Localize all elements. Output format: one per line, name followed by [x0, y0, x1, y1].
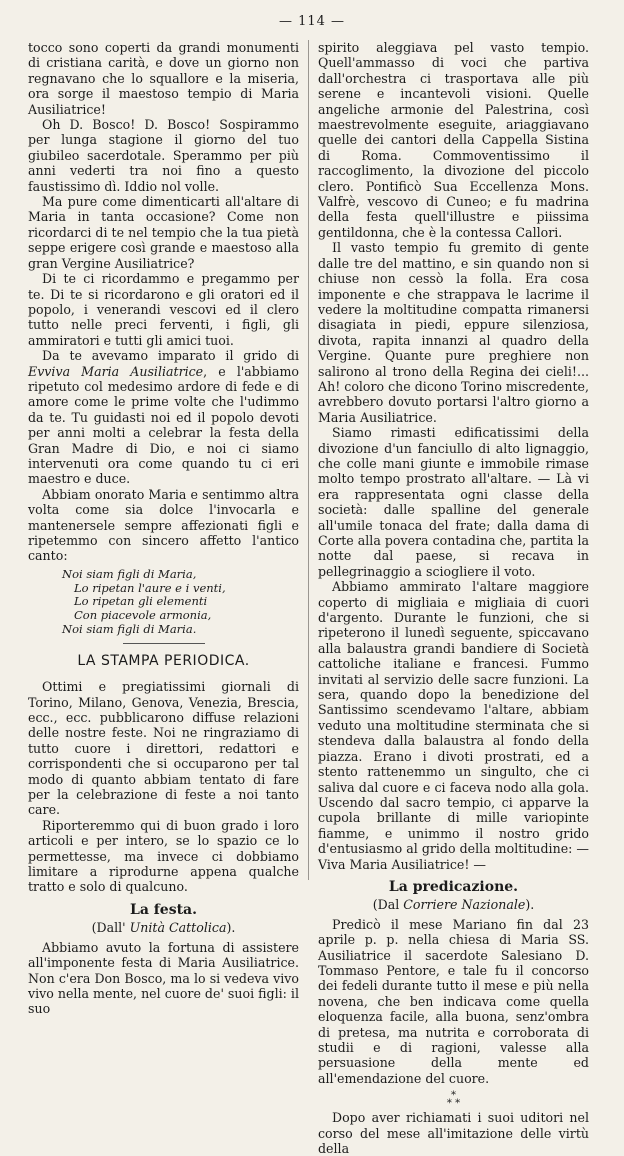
paragraph: Abbiam onorato Maria e sentimmo altra volta come sia dolce l'invocarla e mantenersele sempre affezionati figli e ripetemmo con sincero affetto l'antico canto: — [28, 486, 299, 564]
text-run: ). — [226, 920, 236, 936]
section-heading: LA STAMPA PERIODICA. — [77, 652, 250, 669]
paragraph: Oh D. Bosco! D. Bosco! Sospirammo per lunga stagione il giorno del tuo giubileo sacerdotale. Sperammo per più anni vederti tra noi fino a questo faustissimo dì. Iddio nol volle. — [28, 117, 299, 194]
left-column — [28, 40, 299, 1017]
emphasis-text: Evviva Maria Ausiliatrice — [28, 363, 204, 379]
paragraph: Abbiamo ammirato l'altare maggiore coperto di migliaia e migliaia di cuori d'argento. Durante le funzioni, che si ripeterono il lunedì seguente, spiccavano alla balaustra grandi bandiere di Società cattoliche italiane e francesi. Fummo invitati al servizio delle sacre funzioni. La sera, quando dopo la benedizione del Santissimo scendevamo l'altare, abbiam veduto una moltitudine sterminata che si stendeva dalla balaustra al fondo della piazza. Erano i divoti prostrati, ed a stento rattenemmo un singulto, che ci saliva dal cuore e ci faceva nodo alla gola. Uscendo dal sacro tempio, ci apparve la cupola brillante di mille variopinte fiamme, e unimmo il nostro grido d'entusiasmo al grido della moltitudine: — Viva Maria Ausiliatrice! — — [318, 579, 589, 872]
text-run: , e l'abbiamo ripetuto col medesimo ardore di fede e di amore come le prime volte che l'udimmo da te. Tu guidasti noi ed il popolo devoti per anni molti a celebrar la festa della Gran Madre di Dio, e noi ci siamo intervenuti ora come quando tu ci eri maestro e duce. — [28, 363, 299, 487]
asterism-bottom: * * — [446, 1098, 461, 1110]
paragraph: Ottimi e pregiatissimi giornali di Torino, Milano, Genova, Venezia, Brescia, ecc., ecc. pubblicarono diffuse relazioni delle nostre feste. Noi ne ringraziamo di tutto cuore i direttori, redattori e corrispondenti che si occuparono per tal modo di quanto abbiam tentato di fare per la celebrazione di feste a noi tanto care. — [28, 679, 299, 818]
text-run: Da te avevamo imparato il grido di — [42, 348, 299, 364]
asterism-top: * — [451, 1090, 456, 1102]
subheading: La festa. — [129, 901, 197, 918]
paragraph: Il vasto tempio fu gremito di gente dalle tre del mattino, e sin quando non si chiuse non cessò la folla. Era cosa imponente e che strappava le lacrime il vedere la moltitudine compatta rimanersi disagiata in piedi, eppure silenziosa, divota, rapita innanzi al quadro della Vergine. Quante pure preghiere non salirono al trono della Regina dei cieli!... Ah! coloro che dicono Torino miscredente, avrebbero dovuto portarsi l'altro giorno a Maria Ausiliatrice. — [318, 240, 590, 425]
paragraph: spirito aleggiava pel vasto tempio. Quell'ammasso di voci che partiva dall'orchestra ci trasportava alle più serene e incantevoli visioni. Quelle angeliche armonie del Palestrina, così maestrevolmente eseguite, ariaggiavano quelle dei cantori della Cappella Sistina di Roma. Commoventissimo il raccoglimento, la divozione del piccolo clero. Pontificò Sua Eccellenza Mons. Valfrè, vescovo di Cuneo; e fu madrina della festa quell'illustre e piissima gentildonna, che è la contessa Callori. — [318, 40, 589, 240]
poem — [62, 568, 299, 637]
source-title: Unità Cattolica — [129, 920, 227, 936]
right-column — [318, 40, 589, 1156]
paragraph: Ma pure come dimenticarti all'altare di Maria in tanta occasione? Come non ricordarci di te nel tempio che la tua pietà seppe erigere così grande e maestoso alla gran Vergine Ausiliatrice? — [28, 194, 299, 271]
poem-line: Lo ripetan l'aure e i venti, — [74, 580, 226, 595]
source-line — [28, 920, 299, 935]
paragraph: tocco sono coperti da grandi monumenti di cristiana carità, e dove un giorno non regnavano che lo squallore e la miseria, ora sorge il maestoso tempio di Maria Ausiliatrice! — [28, 40, 299, 117]
paragraph: Riporteremmo qui di buon grado i loro articoli e per intero, se lo spazio ce lo permettesse, ma invece ci dobbiamo limitare a riprodurne appena qualche tratto e solo di qualcuno. — [28, 817, 299, 895]
paragraph: Predicò il mese Mariano fin dal 23 aprile p. p. nella chiesa di Maria SS. Ausiliatrice il sacerdote Salesiano D. Tommaso Pentore, e tale fu il concorso dei fedeli durante tutto il mese e più nella novena, che ben indicava come quella eloquenza facile, alla buona, senz'ombra di pretesa, ma nutrita e corroborata di studii e di ragioni, valesse alla persuasione della mente ed all'emendazione del cuore. — [318, 916, 589, 1086]
paragraph: Di te ci ricordammo e pregammo per te. Di te si ricordarono e gli oratori ed il popolo, i venerandi vescovi ed il clero tutto nelle preci ferventi, i figli, gli ammiratori e tutti gli amici tuoi. — [28, 271, 299, 348]
section-divider — [123, 643, 205, 644]
poem-line: Noi siam figli di Maria, — [62, 566, 197, 581]
source-title: Corriere Nazionale — [403, 897, 526, 913]
paragraph — [28, 348, 299, 487]
source-line — [318, 897, 589, 912]
paragraph: Siamo rimasti edificatissimi della divozione d'un fanciullo di alto lignaggio, che colle mani giunte e immobile rimase molto tempo prostrato all'altare. — Là vi era rappresentata ogni classe della società: dalle spalline del generale all'umile tonaca del frate; dalla dama di Corte alla povera contadina che, partita la notte dal paese, si recava in pellegrinaggio a sciogliere il voto. — [318, 425, 590, 579]
text-run: (Dal — [372, 897, 404, 913]
page-number: — 114 — — [278, 14, 346, 29]
text-run: ). — [525, 897, 535, 913]
subheading: La predicazione. — [388, 878, 519, 895]
poem-line: Noi siam figli di Maria. — [62, 622, 197, 636]
poem-line: Lo ripetan gli elementi — [74, 594, 208, 609]
paragraph: Abbiamo avuto la fortuna di assistere all'imponente festa di Maria Ausiliatrice. Non c'era Don Bosco, ma lo si vedeva vivo vivo nella mente, nel cuore de' suoi figli: il suo — [28, 939, 299, 1017]
asterism — [318, 1092, 589, 1108]
paragraph: Dopo aver richiamati i suoi uditori nel corso del mese all'imitazione delle virtù della — [318, 1110, 589, 1156]
poem-line: Con piacevole armonia, — [74, 608, 212, 623]
text-run: (Dall' — [91, 920, 130, 936]
column-divider — [308, 40, 309, 880]
